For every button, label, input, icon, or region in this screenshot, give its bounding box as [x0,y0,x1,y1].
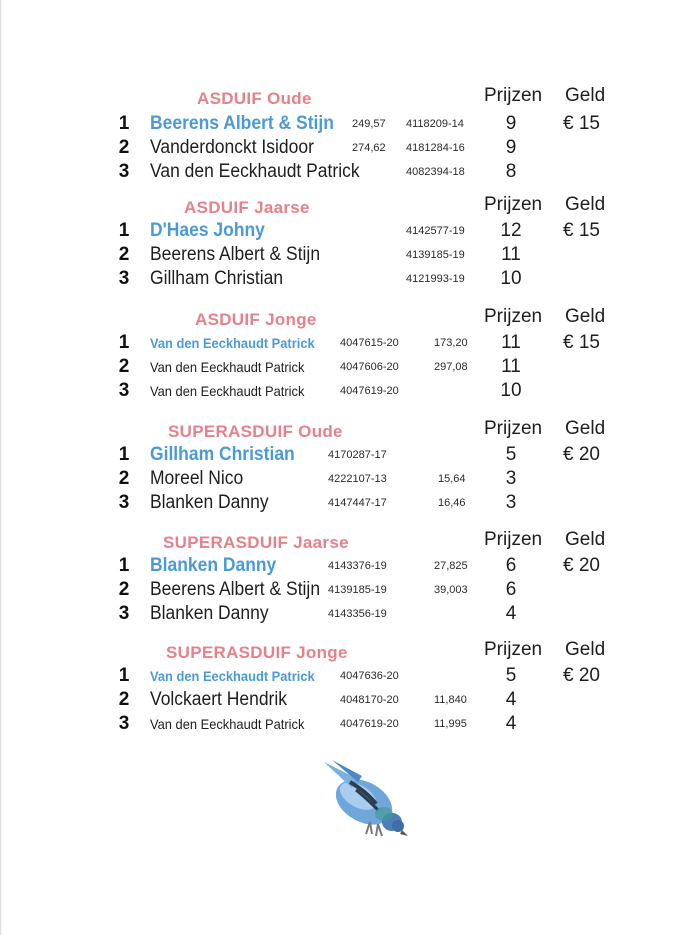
ring-number: 4181284-16 [406,142,465,154]
rank: 2 [118,137,130,158]
fancier-name: Gillham Christian [150,268,284,289]
table-row [0,492,680,516]
table-row [0,113,680,137]
section-title: SUPERASDUIF Jaarse [163,533,349,552]
rank: 3 [118,713,130,734]
ring-number: 4082394-18 [406,166,465,178]
fancier-name: Beerens Albert & Stijn [150,113,334,134]
ring-number: 4047636-20 [340,670,399,682]
prize-money: € 20 [563,555,600,576]
prize-count: 5 [505,665,517,686]
ring-number: 4121993-19 [406,273,465,285]
section-title: SUPERASDUIF Jonge [166,643,348,662]
fancier-name: Van den Eeckhaudt Patrick [150,359,305,375]
geld-header: Geld [565,418,606,439]
speed: 16,46 [438,497,466,509]
ring-number: 4222107-13 [328,473,387,485]
section-asduif-oude [0,85,680,199]
speed: 297,08 [434,361,468,373]
table-row [0,689,680,713]
speed: 15,64 [438,473,466,485]
rank: 1 [118,220,130,241]
fancier-name: Blanken Danny [150,492,269,513]
prize-money: € 15 [563,332,600,353]
fancier-name: D'Haes Johny [150,220,265,241]
prize-money: € 15 [563,220,600,241]
geld-header: Geld [565,639,606,660]
prize-count: 5 [505,444,517,465]
pigeon-illustration [312,752,412,840]
table-row [0,713,680,737]
ring-number: 4048170-20 [340,694,399,706]
fancier-name: Van den Eeckhaudt Patrick [150,161,360,182]
prijzen-header: Prijzen [484,85,543,106]
speed: 11,840 [434,694,467,706]
section-superasduif-jaarse [0,529,680,643]
rank: 2 [118,689,130,710]
table-row [0,579,680,603]
table-row [0,268,680,292]
rank: 3 [118,492,130,513]
ring-number: 4143376-19 [328,560,387,572]
fancier-name: Van den Eeckhaudt Patrick [150,716,305,732]
fancier-name: Beerens Albert & Stijn [150,579,321,600]
ring-number: 4142577-19 [406,225,465,237]
geld-header: Geld [565,85,606,106]
section-title: ASDUIF Oude [197,89,312,108]
ring-number: 4047606-20 [340,361,399,373]
ring-number: 4047619-20 [340,718,399,730]
ring-number: 4147447-17 [328,497,387,509]
table-row [0,332,680,356]
speed: 249,57 [352,118,386,130]
rank: 2 [118,468,130,489]
prize-money: € 20 [563,444,600,465]
speed: 27,825 [434,560,468,572]
rank: 1 [118,444,130,465]
rank: 1 [118,113,130,134]
prize-count: 3 [505,468,517,489]
section-asduif-jaarse [0,194,680,308]
fancier-name: Van den Eeckhaudt Patrick [150,668,315,684]
prize-money: € 15 [563,113,600,134]
ring-number: 4047619-20 [340,385,399,397]
fancier-name: Vanderdonckt Isidoor [150,137,314,158]
fancier-name: Gillham Christian [150,444,295,465]
ring-number: 4118209-14 [406,118,464,130]
prize-count: 4 [505,603,517,624]
rank: 3 [118,603,130,624]
prize-money: € 20 [563,665,600,686]
prize-count: 4 [505,689,517,710]
fancier-name: Volckaert Hendrik [150,689,287,710]
speed: 274,62 [352,142,386,154]
prijzen-header: Prijzen [484,418,543,439]
section-asduif-jonge [0,306,680,420]
rank: 3 [118,380,130,401]
ring-number: 4139185-19 [328,584,387,596]
table-row [0,444,680,468]
fancier-name: Blanken Danny [150,555,277,576]
table-row [0,137,680,161]
table-row [0,380,680,404]
rank: 1 [118,332,130,353]
section-title: ASDUIF Jaarse [184,198,310,217]
section-title: SUPERASDUIF Oude [168,422,343,441]
ring-number: 4139185-19 [406,249,465,261]
rank: 3 [118,268,130,289]
table-row [0,555,680,579]
prize-count: 6 [505,555,517,576]
table-row [0,665,680,689]
fancier-name: Van den Eeckhaudt Patrick [150,383,305,399]
prize-count: 11 [501,332,521,353]
prijzen-header: Prijzen [484,529,543,550]
speed: 173,20 [434,337,468,349]
prize-count: 10 [500,268,522,289]
table-row [0,468,680,492]
prijzen-header: Prijzen [484,306,543,327]
ring-number: 4047615-20 [340,337,399,349]
speed: 39,003 [434,584,468,596]
geld-header: Geld [565,529,606,550]
prize-count: 10 [500,380,522,401]
section-superasduif-oude [0,418,680,532]
fancier-name: Van den Eeckhaudt Patrick [150,335,315,351]
speed: 11,995 [434,718,467,730]
rank: 1 [118,665,130,686]
section-title: ASDUIF Jonge [195,310,317,329]
table-row [0,603,680,627]
fancier-name: Beerens Albert & Stijn [150,244,321,265]
geld-header: Geld [565,194,606,215]
prize-count: 12 [500,220,522,241]
rank: 3 [118,161,130,182]
fancier-name: Blanken Danny [150,603,269,624]
rank: 2 [118,356,130,377]
prize-count: 3 [505,492,517,513]
rank: 2 [118,579,130,600]
table-row [0,244,680,268]
rank: 2 [118,244,130,265]
rank: 1 [118,555,130,576]
ring-number: 4143356-19 [328,608,387,620]
geld-header: Geld [565,306,606,327]
prize-count: 9 [505,113,517,134]
table-row [0,220,680,244]
prize-count: 8 [505,161,517,182]
prize-count: 9 [505,137,517,158]
fancier-name: Moreel Nico [150,468,244,489]
ring-number: 4170287-17 [328,449,387,461]
prize-count: 6 [505,579,517,600]
prize-count: 11 [501,356,521,377]
prijzen-header: Prijzen [484,194,543,215]
prijzen-header: Prijzen [484,639,543,660]
section-superasduif-jonge [0,639,680,753]
prize-count: 11 [501,244,521,265]
prize-count: 4 [505,713,517,734]
table-row [0,356,680,380]
table-row [0,161,680,185]
